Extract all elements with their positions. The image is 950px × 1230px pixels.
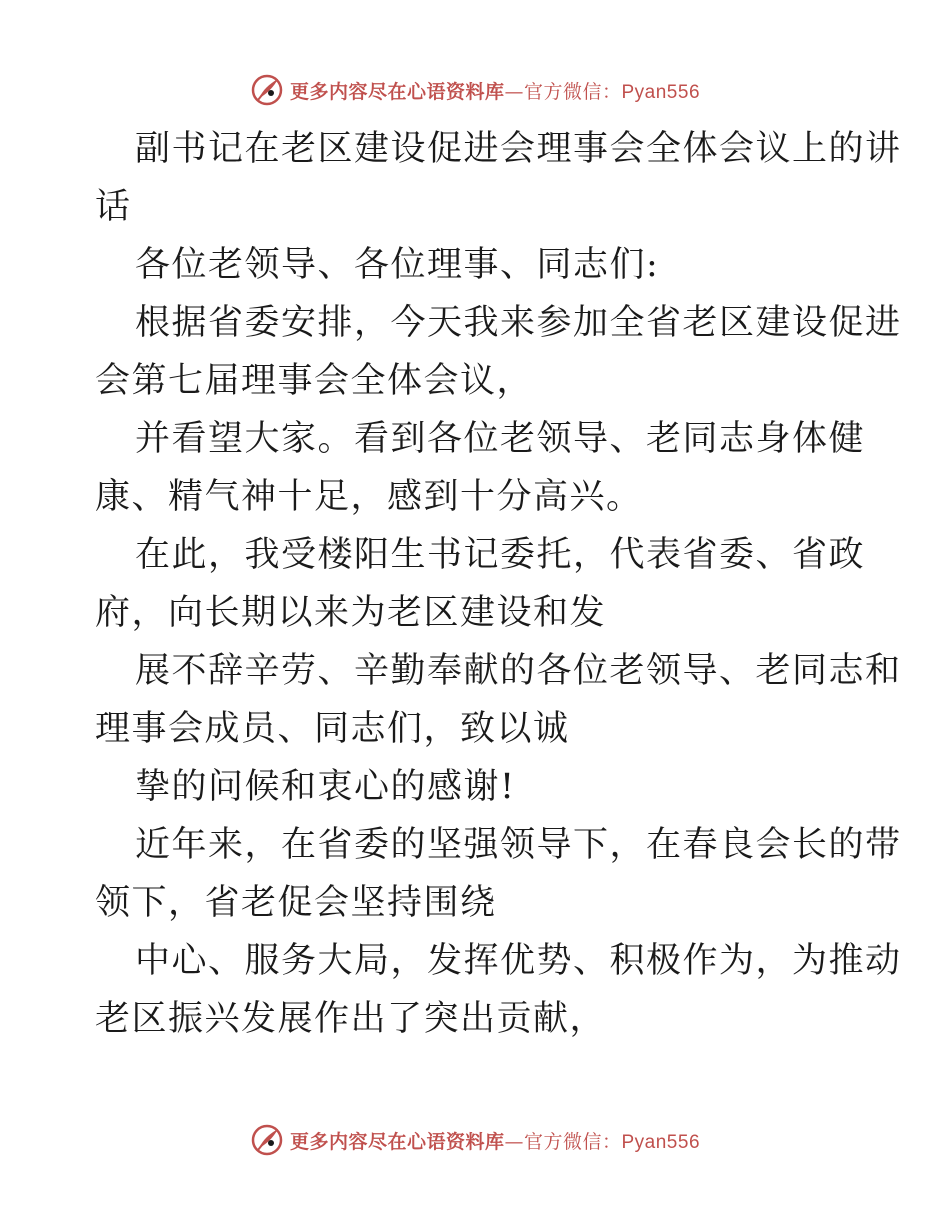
document-title-line: 话: [95, 187, 132, 227]
watermark-text: 更多内容尽在心语资料库—官方微信：Pyan556: [289, 80, 701, 103]
watermark-text: 更多内容尽在心语资料库—官方微信：Pyan556: [289, 1130, 701, 1153]
quill-logo-icon: [250, 73, 284, 107]
header-watermark: [0, 70, 950, 110]
paragraph-line: 会第七届理事会全体会议，: [95, 361, 534, 401]
paragraph-line: 老区振兴发展作出了突出贡献，: [95, 999, 607, 1039]
paragraph-line: 理事会成员、同志们，致以诚: [95, 709, 570, 749]
paragraph-line: 展不辞辛劳、辛勤奉献的各位老领导、老同志和: [135, 651, 902, 691]
paragraph-line: 中心、服务大局，发挥优势、积极作为，为推动: [135, 941, 902, 981]
paragraph-line: 在此，我受楼阳生书记委托，代表省委、省政: [135, 535, 866, 575]
salutation-line: 各位老领导、各位理事、同志们:: [135, 245, 660, 285]
document-body: [95, 120, 902, 1048]
paragraph-line: 近年来，在省委的坚强领导下，在春良会长的带: [135, 825, 902, 865]
footer-watermark: [0, 1120, 950, 1160]
paragraph-line: 领下，省老促会坚持围绕: [95, 883, 497, 923]
paragraph-line: 康、精气神十足，感到十分高兴。: [95, 477, 643, 517]
paragraph-line: 并看望大家。看到各位老领导、老同志身体健: [135, 419, 866, 459]
paragraph-line: 根据省委安排，今天我来参加全省老区建设促进: [135, 303, 902, 343]
document-title-line: 副书记在老区建设促进会理事会全体会议上的讲: [135, 129, 902, 169]
paragraph-line: 府，向长期以来为老区建设和发: [95, 593, 607, 633]
quill-logo-icon: [250, 1123, 284, 1157]
paragraph-line: 挚的问候和衷心的感谢!: [135, 767, 516, 807]
